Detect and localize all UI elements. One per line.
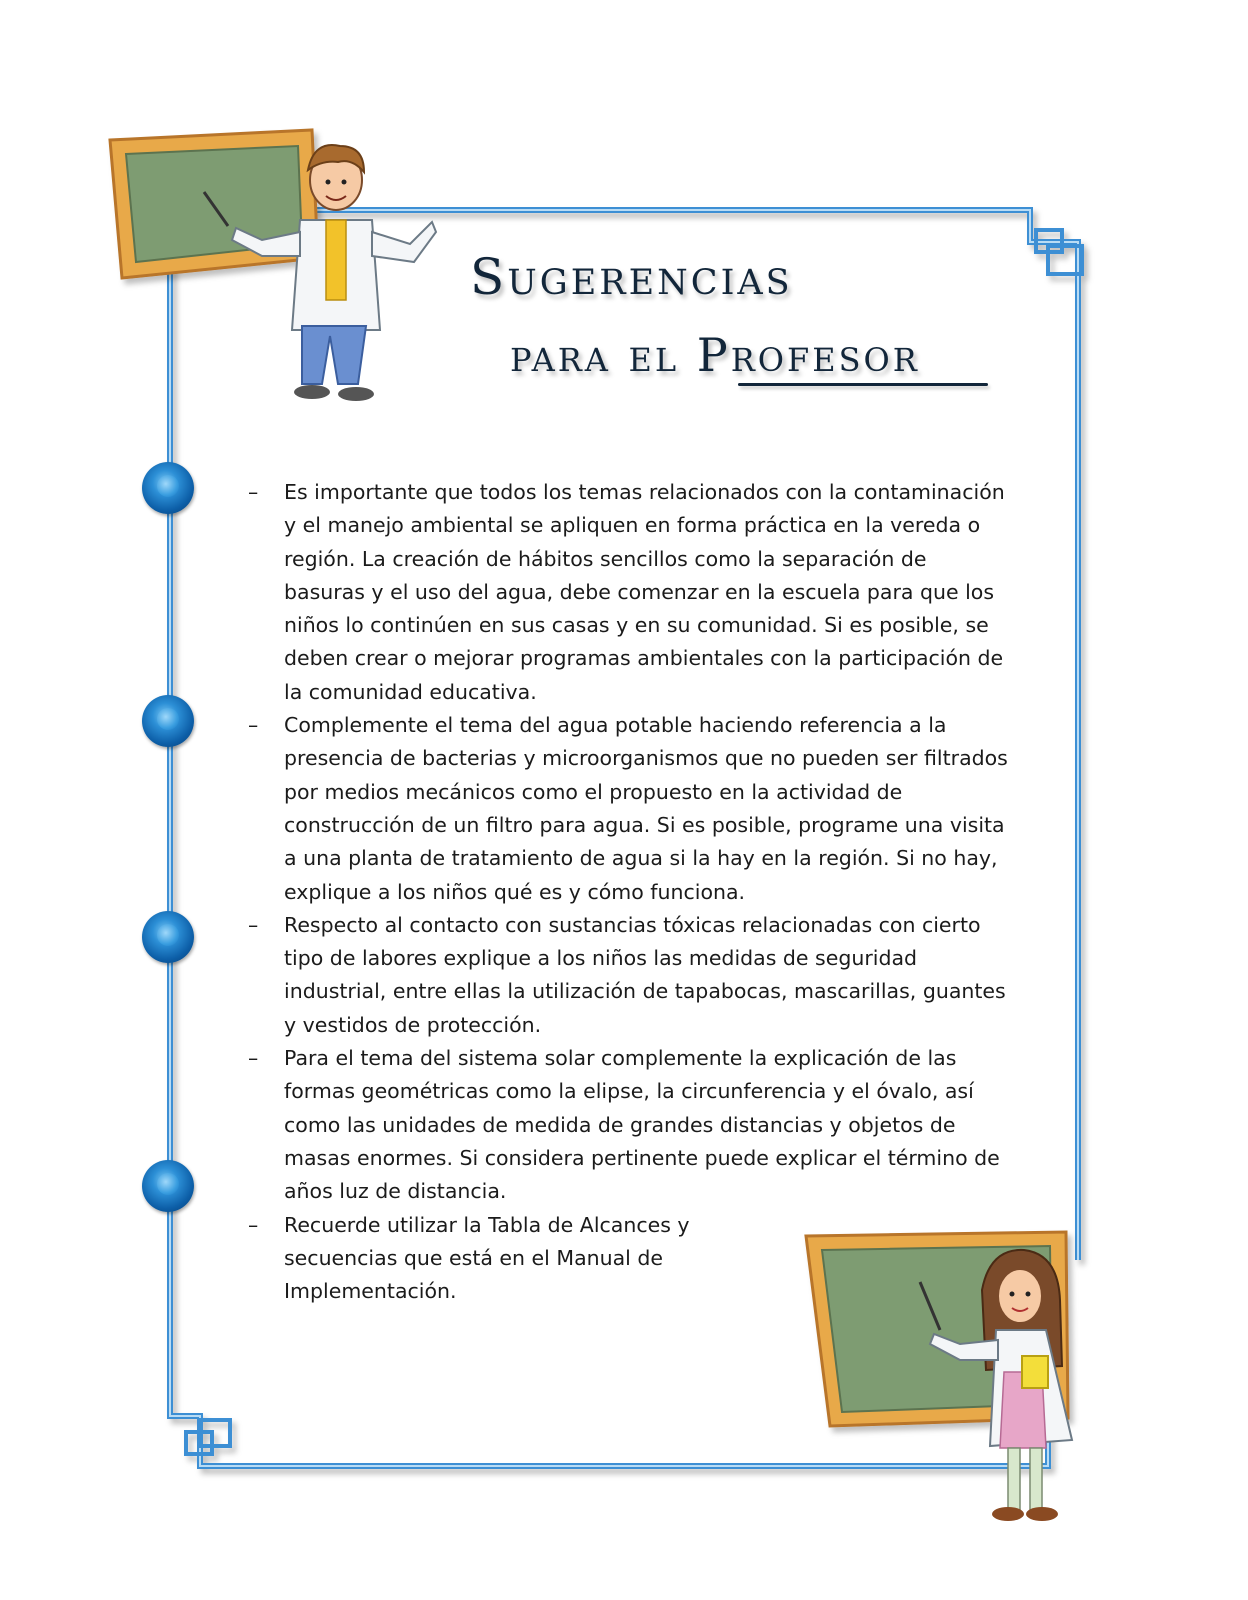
suggestion-text: Complemente el tema del agua potable haciendo referencia a la presencia de bacterias y microorganismos que no pueden ser filtrados por medios mecánicos como el propuesto en la actividad de construcción de un filtro para agua. Si es posible, programe una visita a una planta de tratamiento de agua si la hay en la región. Si no hay, explique a los niños qué es y cómo funciona.	[284, 713, 1008, 904]
blue-bead-icon	[142, 1160, 194, 1212]
list-item	[248, 1209, 804, 1309]
list-item	[248, 909, 1008, 1042]
suggestion-text: Es importante que todos los temas relacionados con la contaminación y el manejo ambiental se apliquen en forma práctica en la vereda o región. La creación de hábitos sencillos como la separación de basuras y el uso del agua, debe comenzar en la escuela para que los niños lo continúen en sus casas y en su comunidad. Si es posible, se deben crear o mejorar programas ambientales con la participación de la comunidad educativa.	[284, 480, 1005, 704]
suggestions-list	[248, 476, 1008, 1308]
blue-bead-icon	[142, 462, 194, 514]
suggestion-text: Recuerde utilizar la Tabla de Alcances y secuencias que está en el Manual de Implementación.	[284, 1212, 690, 1304]
bullet-dash: –	[248, 713, 259, 738]
suggestion-text: Respecto al contacto con sustancias tóxicas relacionadas con cierto tipo de labores explique a los niños las medidas de seguridad industrial, entre ellas la utilización de tapabocas, mascarillas, guantes y vestidos de protección.	[284, 912, 1006, 1037]
list-item	[248, 476, 1008, 709]
suggestion-text: Para el tema del sistema solar complemente la explicación de las formas geométricas como la elipse, la circunferencia y el óvalo, así como las unidades de medida de grandes distancias y objetos de masas enormes. Si considera pertinente puede explicar el término de años luz de distancia.	[284, 1046, 1000, 1204]
bullet-dash: –	[248, 1212, 259, 1237]
page-subtitle: para el Profesor	[510, 328, 920, 382]
teacher-at-chalkboard-icon	[110, 130, 436, 401]
list-item	[248, 1042, 1008, 1208]
blue-bead-icon	[142, 695, 194, 747]
page-title: Sugerencias	[470, 248, 793, 306]
title-underline-flourish	[738, 383, 988, 386]
blue-bead-icon	[142, 911, 194, 963]
bullet-dash: –	[248, 1046, 259, 1071]
list-item	[248, 709, 1008, 909]
bullet-dash: –	[248, 912, 259, 937]
bullet-dash: –	[248, 480, 259, 504]
